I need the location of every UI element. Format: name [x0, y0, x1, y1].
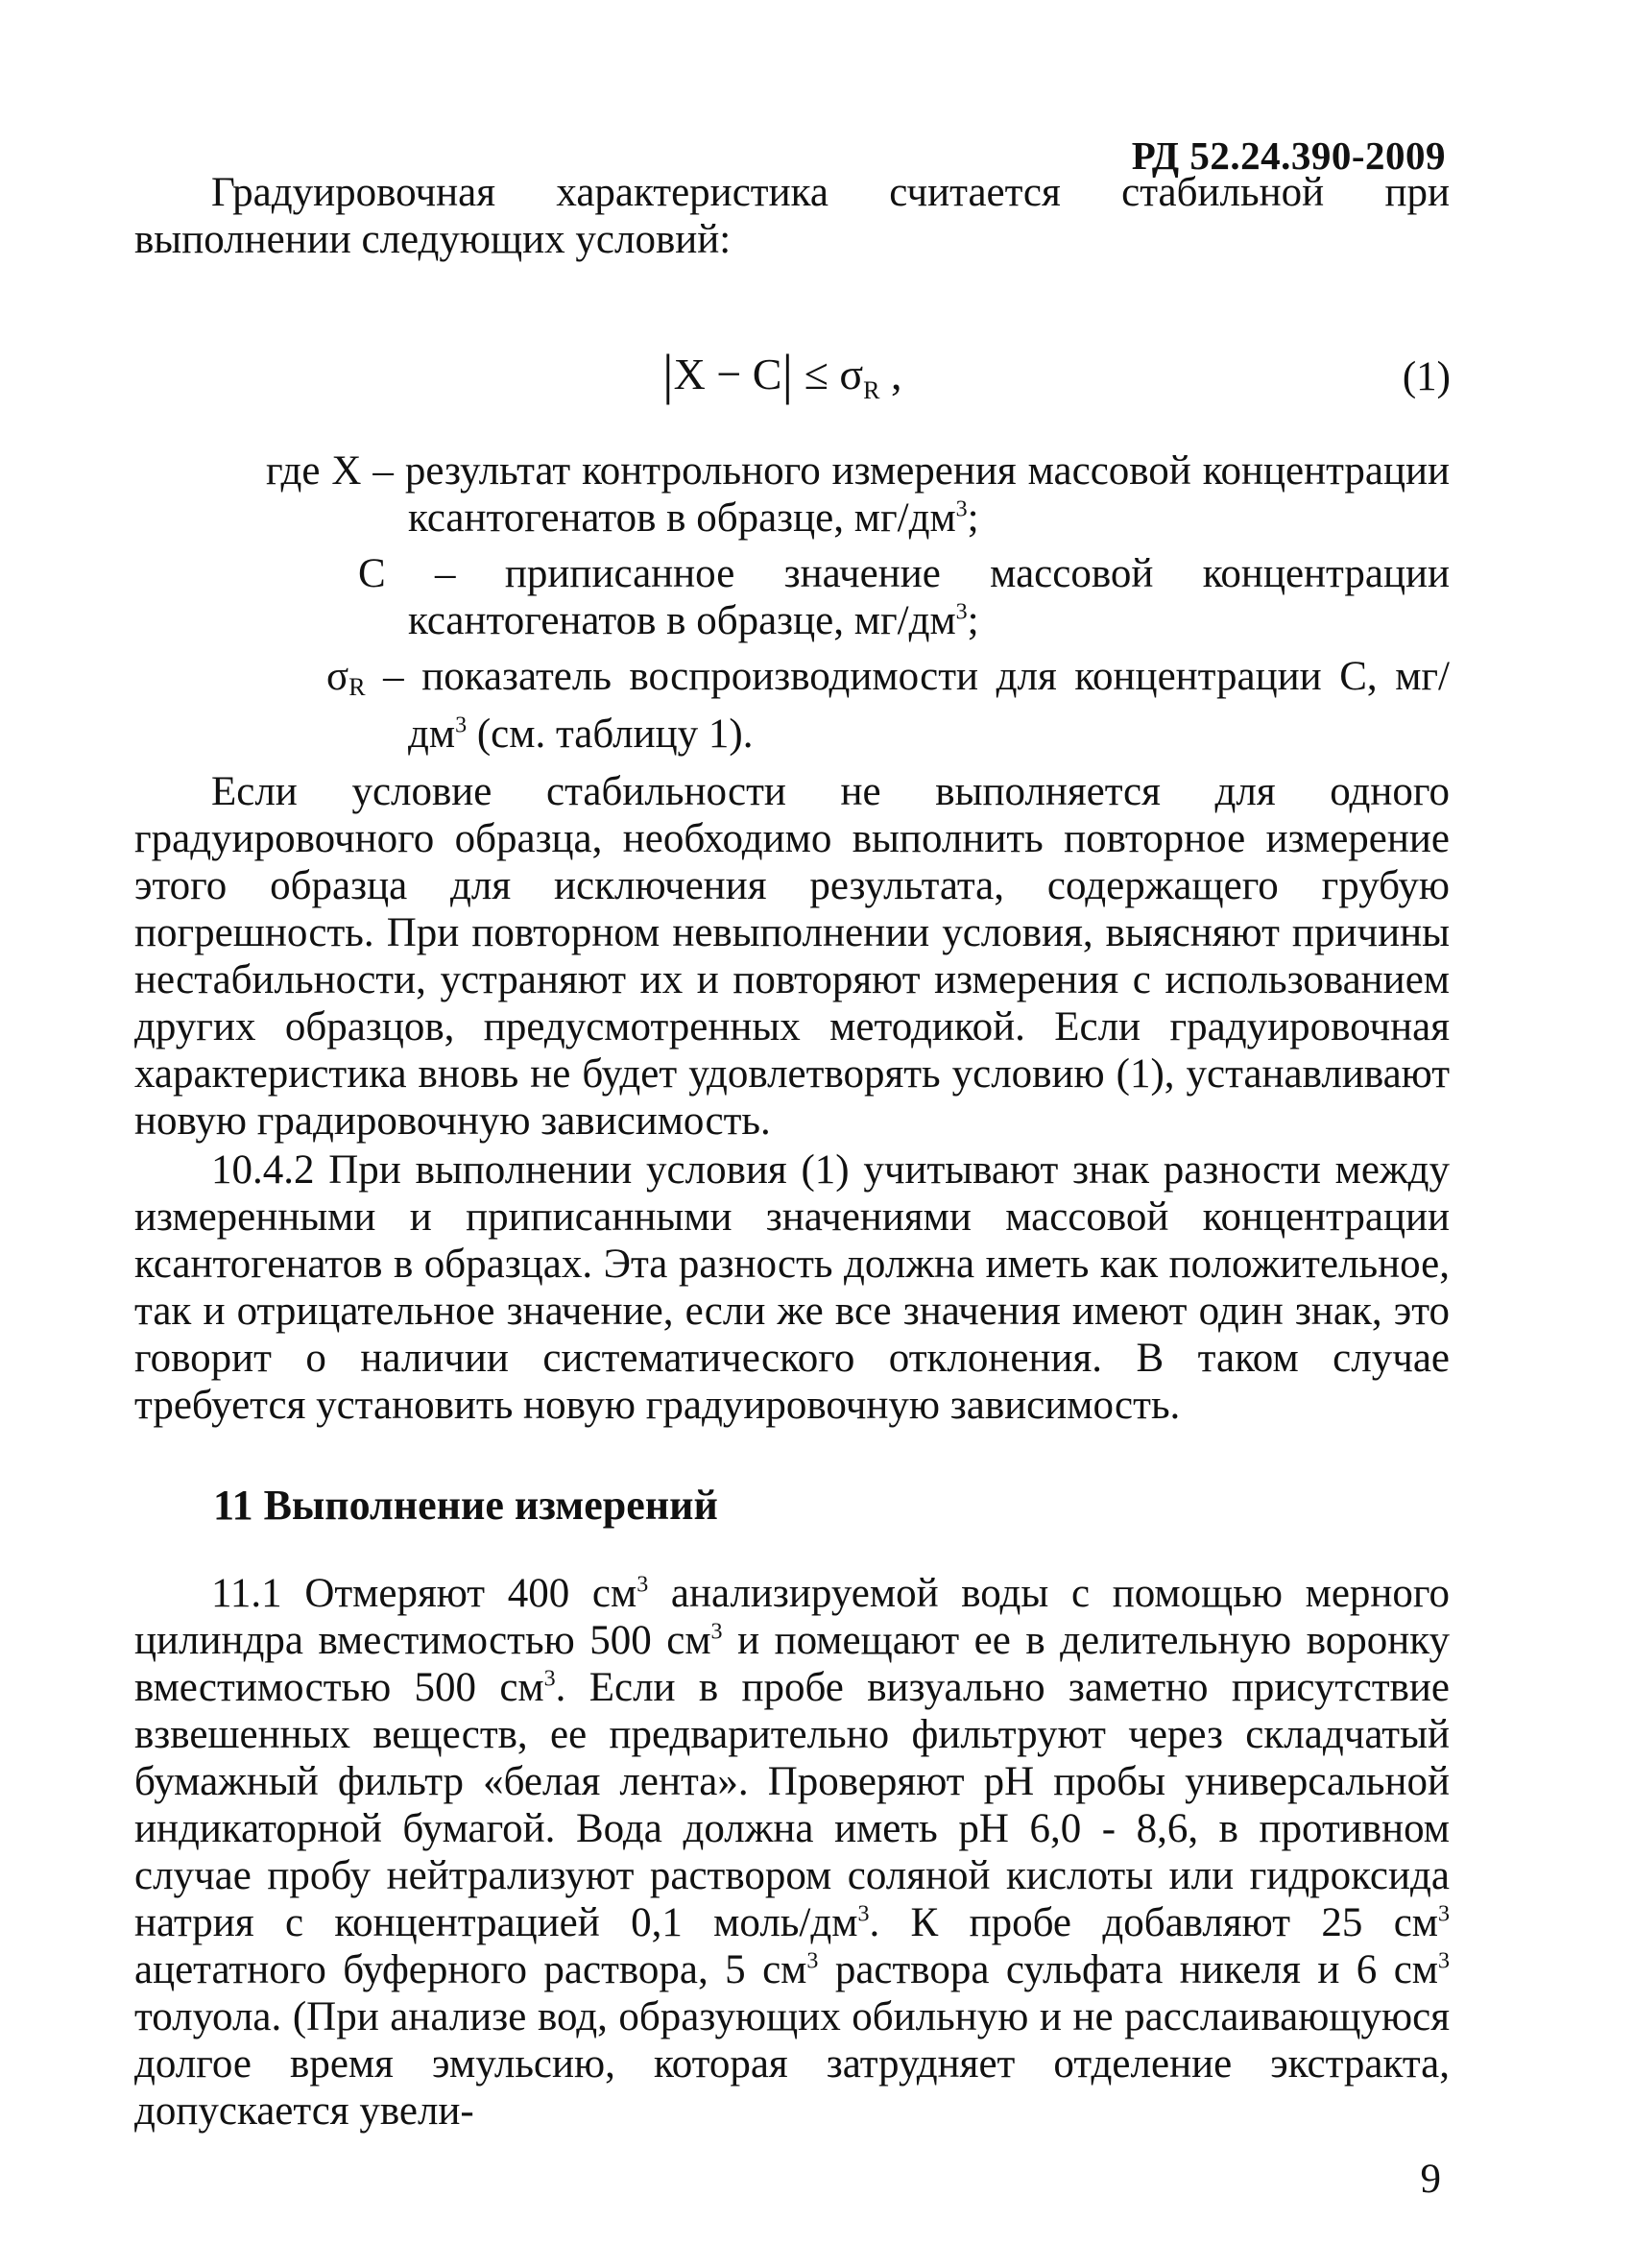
- definition-c: C – приписанное значение массовой концентрации ксантогенатов в образце, $мг/дм^3$;: [358, 551, 1450, 643]
- formula-expression: X − C: [673, 350, 782, 398]
- abs-bar-right: |: [781, 343, 794, 405]
- intro-paragraph: Градуировочная характеристика считается стабильной при выполнении следующих условий:: [134, 170, 1450, 262]
- stability-paragraph: Если условие стабильности не выполняется для одного градуировочного образца, необходимо выполнить повторное измерение этого образца для исключения результата, содержащего грубую погрешность. При повторном невыполнении условия, выясняют причины нестабильности, устраняют их и повторяют измерения с использованием других образцов, предусмотренных методикой. Если градуировочная характеристика вновь не будет удовлетворять условию (1), устанавливают новую градировочную зависимость.: [134, 769, 1450, 1144]
- definition-x: где X – результат контрольного измерения массовой концентрации ксантогенатов в образце, $мг/дм^3$;: [266, 448, 1451, 541]
- document-code-header: РД 52.24.390-2009: [1131, 133, 1446, 178]
- abs-bar-left: |: [662, 343, 674, 405]
- definition-symbol: σ: [326, 654, 349, 699]
- section-heading-11: 11 Выполнение измерений: [213, 1482, 718, 1529]
- paragraph-10-4-2: 10.4.2 При выполнении условия (1) учитывают знак разности между измеренными и приписанными значениями массовой концентрации ксантогенатов в образцах. Эта разность должна иметь как положительное, так и отрицательное значение, если же все значения имеют один знак, это говорит о наличии систематического отклонения. В таком случае требуется установить новую градуировочную зависимость.: [134, 1147, 1450, 1428]
- stability-formula: [662, 343, 902, 420]
- definition-text: результат контрольного измерения массовой концентрации ксантогенатов в образце, мг/дм: [404, 448, 1451, 541]
- equation-number: (1): [1402, 354, 1451, 399]
- definition-text: показатель воспроизводимости для концентрации C, мг/дм: [408, 654, 1451, 757]
- formula-subscript: R: [863, 376, 880, 405]
- definition-symbol: C: [358, 551, 386, 596]
- page-number: 9: [1420, 2157, 1441, 2202]
- definition-text: приписанное значение массовой концентрации ксантогенатов в образце, мг/дм: [408, 551, 1450, 643]
- formula-tail: ,: [879, 350, 902, 398]
- paragraph-11-1: 11.1 Отмеряют 400 $см^3$ анализируемой воды с помощью мерного цилиндра вместимостью 500 $см^3$ и помещают ее в делительную воронку вместимостью 500 $см^3$. Если в пробе визуально заметно присутствие взвешенных веществ, ее предварительно фильтруют через складчатый бумажный фильтр «белая лента». Проверяют pH пробы универсальной индикаторной бумагой. Вода должна иметь pH 6,0 - 8,6, в противном случае пробу нейтрализуют раствором соляной кислоты или гидроксида натрия с концентрацией 0,1 моль/$дм^3$. К пробе добавляют 25 $см^3$ ацетатного буферного раствора, 5 $см^3$ раствора сульфата никеля и 6 $см^3$ толуола. (При анализе вод, образующих обильную и не расслаивающуюся долгое время эмульсию, которая затрудняет отделение экстракта, допускается увели-: [134, 1571, 1451, 2134]
- formula-relation: ≤ σ: [793, 350, 864, 398]
- definitions-list: [134, 447, 1450, 766]
- definition-sigma: $\sigma_R$ – показатель воспроизводимости для концентрации C, $мг/дм^3$ (см. таблицу 1).: [326, 654, 1451, 757]
- definition-symbol: где X: [266, 448, 362, 494]
